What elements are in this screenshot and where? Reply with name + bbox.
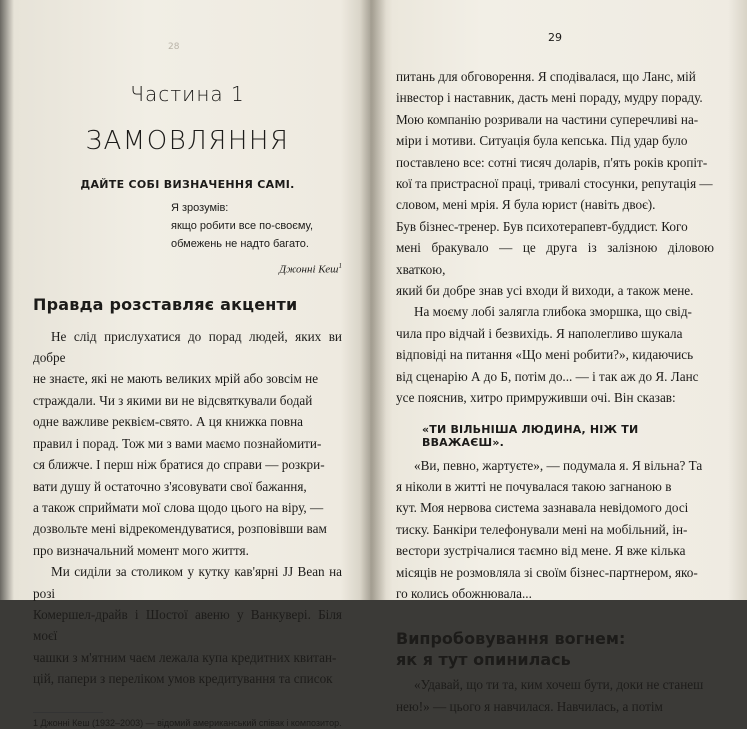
epigraph-author (171, 257, 342, 279)
text-line: інвестор і наставник, дасть мені пораду, мудру пораду. (396, 90, 703, 106)
section-title-line: як я тут опинилась (396, 650, 571, 670)
text-line: чашки з м'ятним чаєм лежала купа кредитних квитан- (33, 649, 337, 665)
text-line: словом, мені мрія. Я була юрист (навіть двоє). (396, 197, 656, 213)
footnote: 1 Джонні Кеш (1932–2003) — відомий американський співак і композитор. (33, 717, 342, 728)
text-line: Не слід прислухатися до порад людей, яких ви добре (33, 328, 342, 366)
epigraph-line: якщо робити все по-своєму, (171, 220, 314, 232)
text-line: ся ближче. І перш ніж братися до справи — розкри- (33, 457, 325, 473)
text-line: чила про відчай і безвихідь. Я наполегливо шукала (396, 325, 683, 341)
text-line: я ніколи в житті не почувалася такою загнаною в (396, 478, 672, 494)
section-title: Правда розставляє акценти (33, 294, 298, 314)
text-line: вестори зустрічалися таємно від мене. Я вже кілька (396, 543, 686, 559)
paragraph (396, 455, 714, 605)
text-line: одне важливе реквієм-свято. А ця книжка повна (33, 414, 303, 430)
text-line: «Ви, певно, жартуєте», — подумала я. Я вільна? Та (414, 457, 703, 473)
right-page (370, 0, 747, 714)
paragraph (396, 674, 714, 717)
section-title-line: Випробовування вогнем: (396, 629, 626, 649)
text-line: усе пояснив, хитро примруживши очі. Він сказав: (396, 390, 676, 406)
epigraph-line: Я зрозумів: (171, 202, 229, 214)
footnote-divider (33, 712, 103, 713)
text-line: На моєму лобі залягла глибока зморшка, що свід- (414, 304, 692, 320)
section-title (396, 628, 714, 670)
left-page (0, 0, 370, 728)
text-line: «Удавай, що ти та, ким хочеш бути, доки не станеш (414, 677, 704, 693)
text-line: мені бракувало — це друга із залізною діловою хваткою, (396, 240, 714, 277)
paragraph (396, 301, 714, 408)
part-title: ЗАМОВЛЯННЯ (85, 126, 290, 156)
text-line: поставлено все: сотні тисяч доларів, п'ять років кропіт- (396, 154, 708, 170)
text-line: правил і порад. Тож ми з вами маємо познайомити- (33, 435, 322, 451)
part-label: Частина 1 (130, 82, 245, 106)
text-line: від сценарію А до Б, потім до... — і так аж до Я. Ланс (396, 368, 699, 384)
epigraph-author-name: Джонні Кеш (279, 263, 339, 276)
emphasis-quote: «ТИ ВІЛЬНІША ЛЮДИНА, НІЖ ТИ ВВАЖАЄШ». (422, 422, 639, 449)
text-line: цій, папери з переліком умов кредитування та список (33, 671, 333, 687)
text-line: який би добре знав усі входи й виходи, а також мене. (396, 283, 694, 299)
text-line: кут. Моя нервова система зазнавала невідомого досі (396, 500, 689, 516)
text-line: кої та пристрасної праці, тривалі стосунки, репутація — (396, 176, 713, 192)
text-line: а також сприймати мої слова щодо цього на віру, — (33, 499, 324, 515)
text-line: дозвольте мені відрекомендуватися, розповівши вам (33, 521, 327, 537)
text-line: не знаєте, які не мають великих мрій або зовсім не (33, 371, 319, 387)
paragraph (33, 561, 342, 689)
text-line: Комершел-драйв і Шостої авеню у Ванкувері. Біля моєї (33, 606, 342, 644)
text-line: тиску. Банкіри телефонували мені на мобільний, ін- (396, 521, 688, 537)
bleed-through-mark: 28 (168, 42, 180, 52)
epigraph-heading: ДАЙТЕ СОБІ ВИЗНАЧЕННЯ САМІ. (80, 178, 295, 191)
text-line: страждали. Чи з якими ви не відсвяткували бодай (33, 392, 313, 408)
text-line: міри і мотиви. Ситуація була кепська. Під удар було (396, 133, 688, 149)
text-line: Був бізнес-тренер. Був психотерапевт-буддист. Кого (396, 218, 688, 234)
text-line: Мою компанію розривали на частини суперечливі на- (396, 111, 699, 127)
paragraph (396, 66, 714, 301)
text-line: про визначальний момент мого життя. (33, 542, 249, 558)
text-line: го колись обожнювала... (396, 585, 532, 601)
text-line: Ми сиділи за столиком у кутку кав'ярні JJ Bean на розі (33, 564, 342, 601)
paragraph (33, 326, 342, 561)
text-line: вати душу й остаточно з'ясовувати свої бажання, (33, 478, 307, 494)
epigraph (171, 199, 342, 279)
footnote-marker: 1 (338, 262, 342, 270)
text-line: відповіді на питання «Що мені робити?», кидаючись (396, 347, 694, 363)
text-line: місяців не розмовляла зі своїм бізнес-партнером, яко- (396, 564, 698, 580)
epigraph-line: обмежень не надто багато. (171, 238, 309, 250)
text-line: питань для обговорення. Я сподівалася, що Ланс, мій (396, 69, 696, 84)
text-line: нею!» — цього я навчилася. Навчилась, а потім (396, 698, 663, 714)
page-number: 29 (548, 31, 562, 44)
